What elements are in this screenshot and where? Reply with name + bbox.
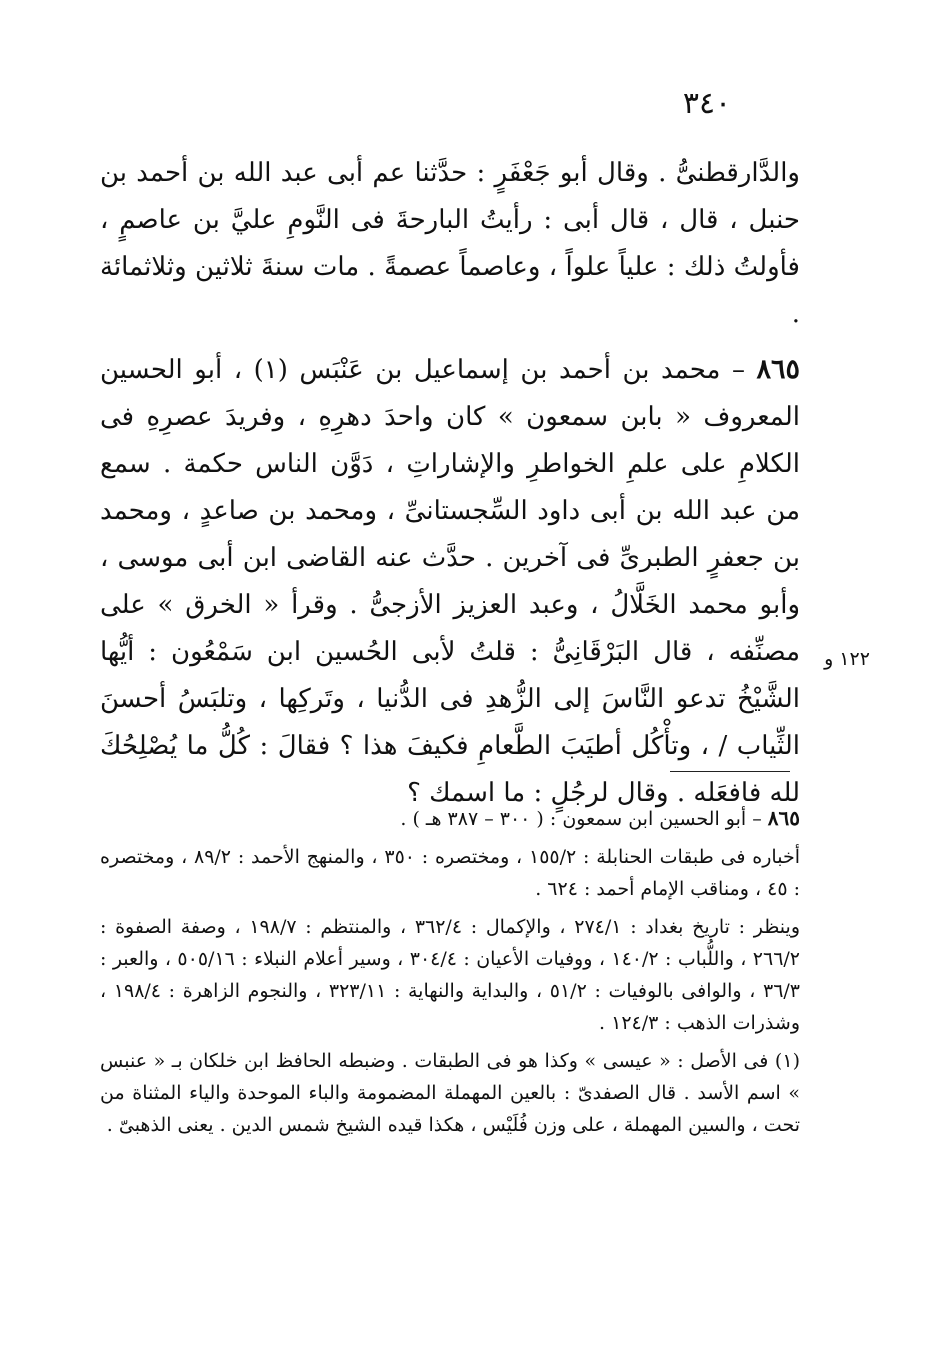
entry-paragraph [100,346,800,817]
paragraph-continuation: والدَّارقطنىُّ . وقال أبو جَعْفَرٍ : حدَّثنا عم أبى عبد الله بن أحمد بن حنبل ، قال ، قال أبى : رأيتُ البارحةَ فى النَّومِ عليَّ بن عاصمٍ ، فأولتُ ذلك : علياً علواً ، وعاصماً عصمةً . مات سنةَ ثلاثين وثلاثمائة . [100,158,800,329]
footnote-entry-number: ٨٦٥ [767,806,800,830]
footnotes [100,802,800,1147]
entry-number: ٨٦٥ [756,354,800,385]
footnote-note-1: (١) فى الأصل : « عيسى » وكذا هو فى الطبقات . وضبطه الحافظ ابن خلكان بـ « عنبس » اسم الأسد . قال الصفدىّ : بالعين المهملة المضمومة والباء الموحدة والياء المثناة من تحت ، والسين المهملة ، على وزن فُلَيْس ، هكذا قيده الشيخ شمس الدين . يعنى الذهبىّ . [100,1050,800,1136]
footnote-entry-text: – أبو الحسين ابن سمعون : ( ٣٠٠ – ٣٨٧ هـ ) . [400,808,762,830]
footnote-sources-2: وينظر : تاريخ بغداد : ٢٧٤/١ ، والإكمال : ٣٦٢/٤ ، والمنتظم : ١٩٨/٧ ، وصفة الصفوة : ٢٦٦/٢ ، واللُّباب : ١٤٠/٢ ، ووفيات الأعيان : ٣٠٤/٤ ، وسير أعلام النبلاء : ٥٠٥/١٦ ، والعبر : ٣٦/٣ ، والوافى بالوفيات : ٥١/٢ ، والبداية والنهاية : ٣٢٣/١١ ، والنجوم الزاهرة : ١٩٨/٤ ، وشذرات الذهب : ١٢٤/٣ . [100,916,801,1034]
entry-text: – محمد بن أحمد بن إسماعيل بن عَنْبَس (١) ، أبو الحسين المعروف « بابن سمعون » كان واحدَ دهرِهِ ، وفريدَ عصرِهِ فى الكلامِ على علمِ الخواطرِ والإشاراتِ ، دَوَّن الناس حكمة . سمع من عبد الله بن أبى داود السِّجستانىِّ ، ومحمد بن صاعدٍ ، ومحمد بن جعفرٍ الطبرىِّ فى آخرين . حدَّث عنه القاضى ابن أبى موسى ، وأبو محمد الخَلَّالُ ، وعبد العزيز الأزجىُّ . وقرأ « الخرق » على مصنِّفه ، قال البَرْقَانِىُّ : قلتُ لأبى الحُسين ابن سَمْعُون : أيُّها الشَّيْخُ تدعو النَّاسَ إلى الزُّهدِ فى الدُّنيا ، وتَركِها ، وتلبَسُ أحسنَ الثِّياب / ، وتأْكُل أطيَبَ الطَّعامِ فكيفَ هذا ؟ فقالَ : كُلُّ ما يُصْلِحُكَ لله فافعَله . وقال لرجُلٍ : ما اسمك ؟ [100,355,800,808]
page-number: ٣٤٠ [682,86,732,121]
folio-margin-note: ١٢٢ و [824,648,870,670]
footnote-entry-line [100,802,800,835]
main-text [100,150,800,825]
footnote-divider [670,771,790,772]
footnote-sources-1: أخباره فى طبقات الحنابلة : ١٥٥/٢ ، ومختصره : ٣٥٠ ، والمنهج الأحمد : ٨٩/٢ ، ومختصره : ٤٥ ، ومناقب الإمام أحمد : ٦٢٤ . [100,846,800,900]
